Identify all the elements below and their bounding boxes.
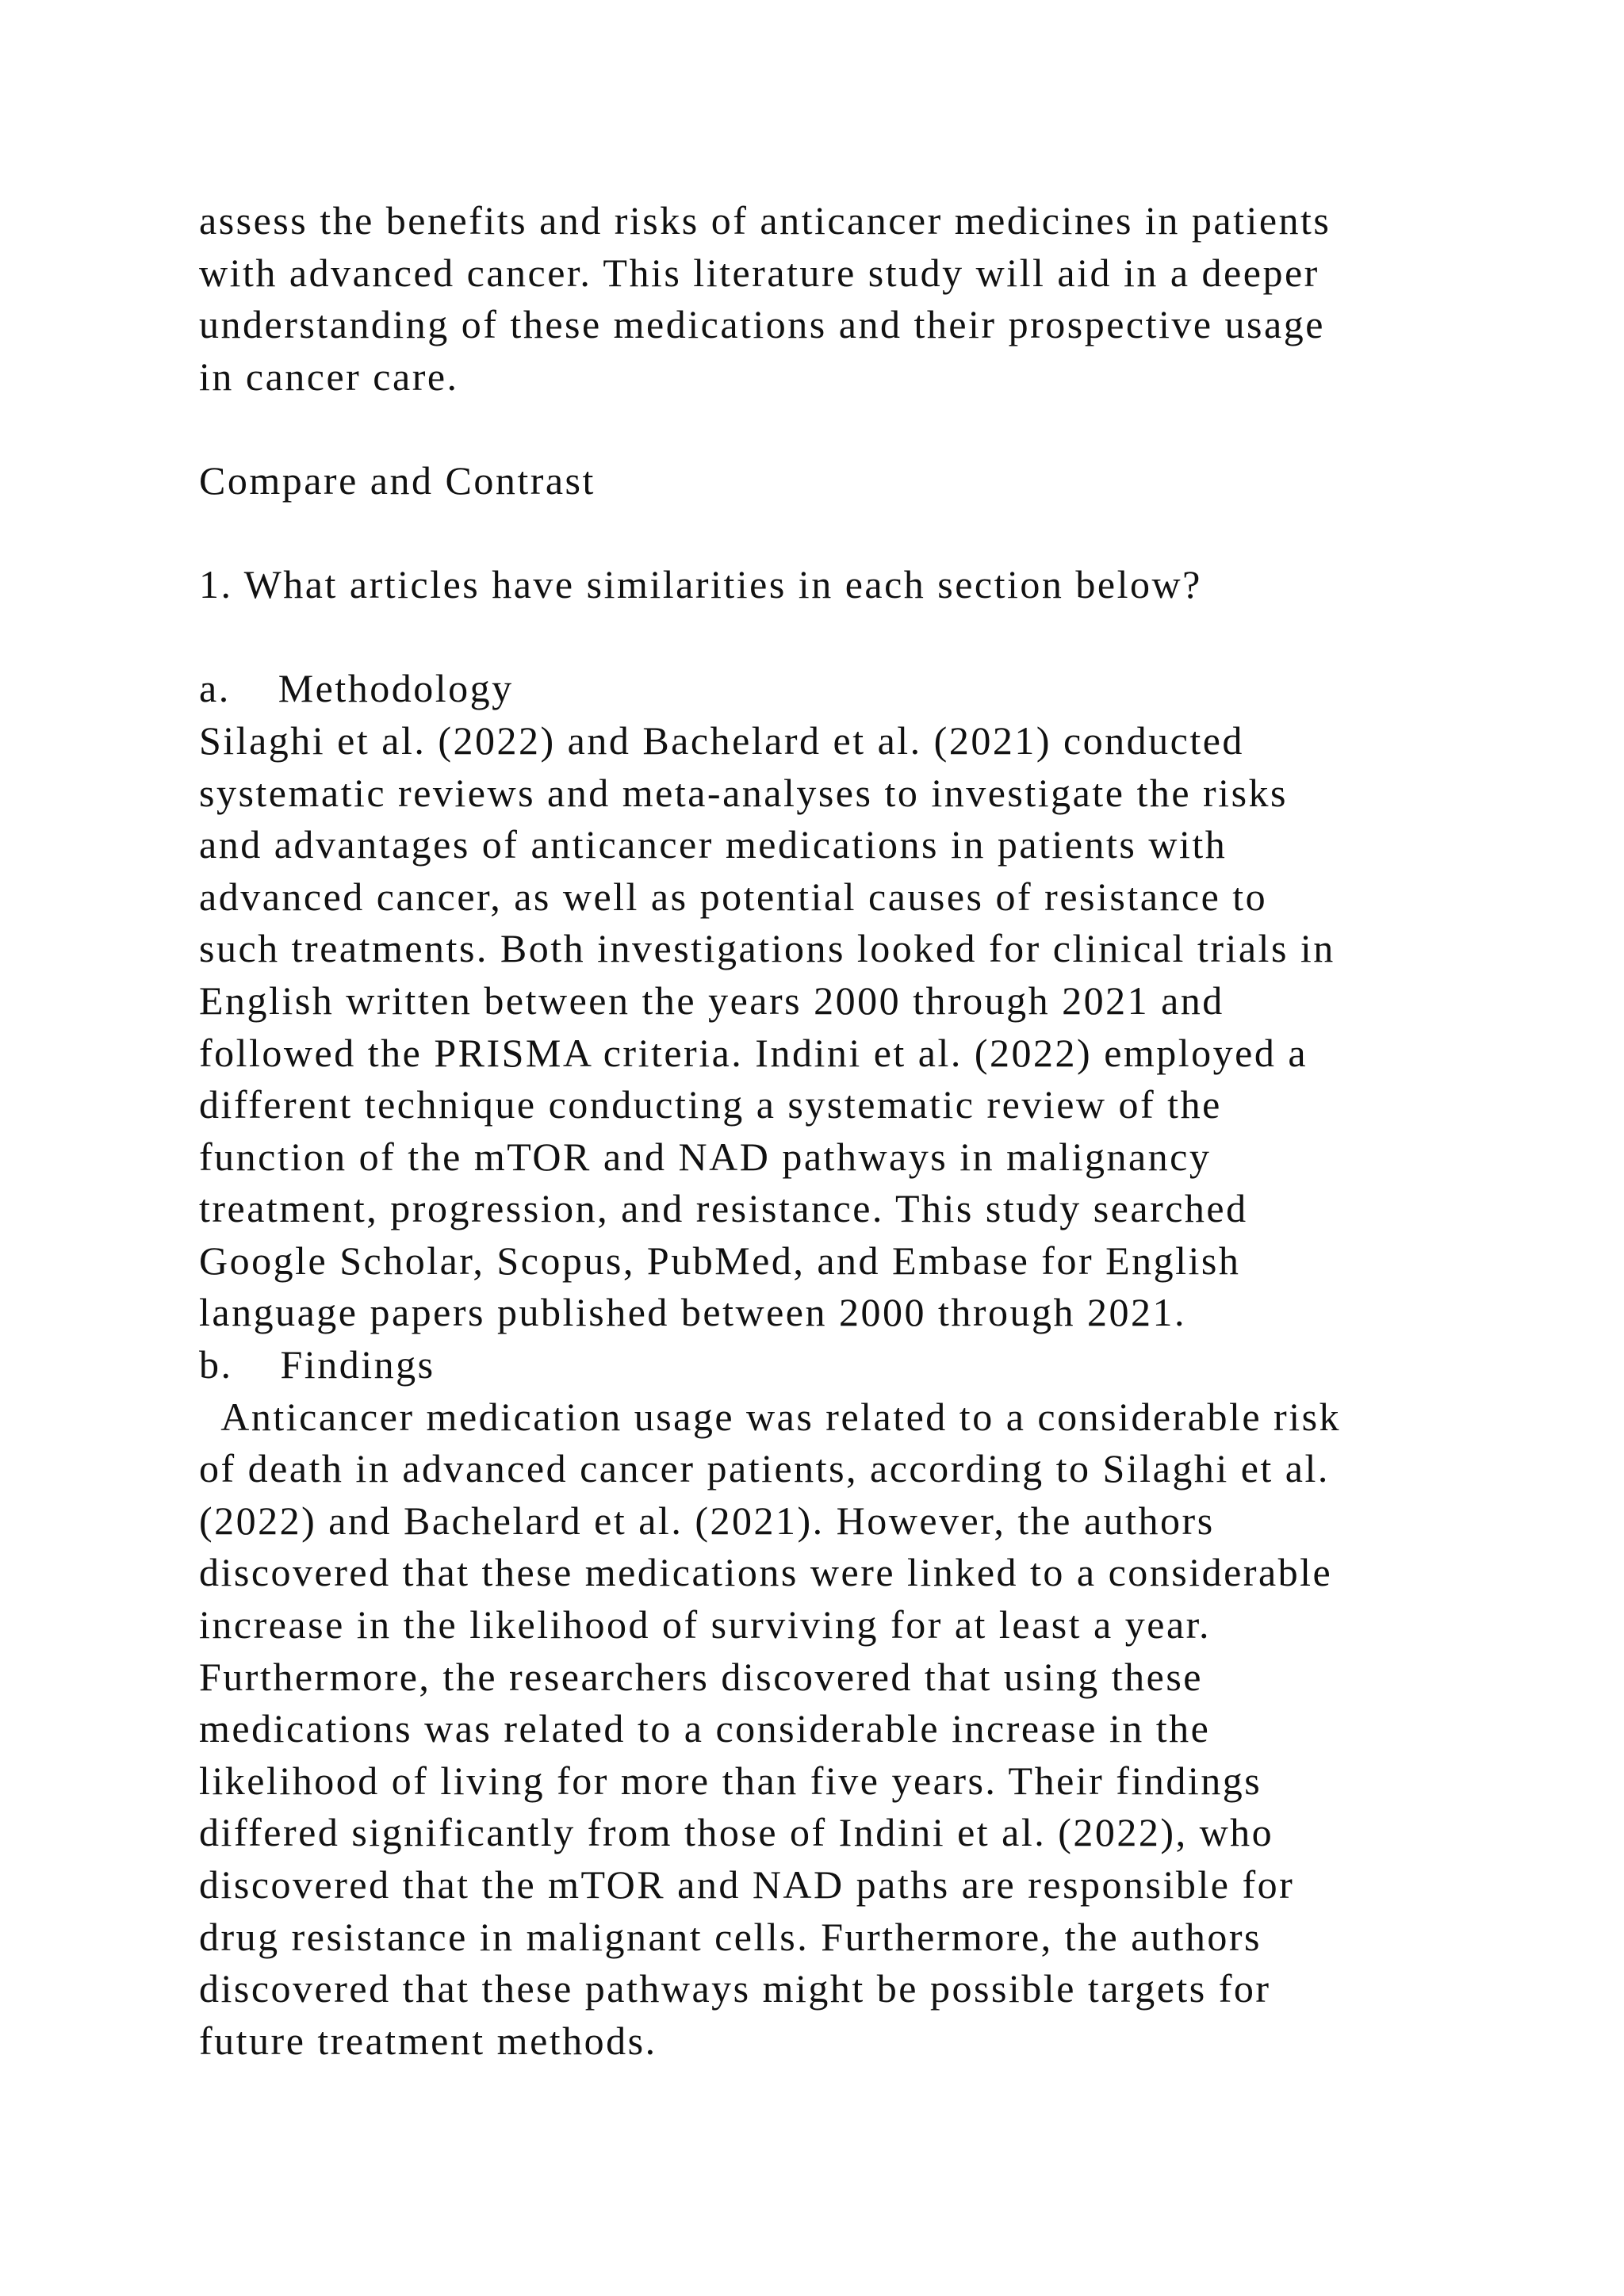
paragraph-line: Anticancer medication usage was related to a considerable risk [199,1394,1342,1439]
paragraph-line: in cancer care. [199,354,459,399]
paragraph-line: followed the PRISMA criteria. Indini et al. (2022) employed a [199,1030,1308,1075]
paragraph-line: drug resistance in malignant cells. Furthermore, the authors [199,1914,1262,1959]
paragraph-line: discovered that these pathways might be possible targets for [199,1966,1271,2011]
question-line: 1. What articles have similarities in each section below? [199,562,1202,607]
paragraph-line: Furthermore, the researchers discovered that using these [199,1654,1203,1699]
blank-line [199,403,1547,455]
paragraph-line: differed significantly from those of Indini et al. (2022), who [199,1810,1274,1855]
paragraph-line: advanced cancer, as well as potential causes of resistance to [199,874,1268,919]
blank-line [199,507,1547,560]
blank-line [199,611,1547,664]
paragraph-line: increase in the likelihood of surviving for at least a year. [199,1602,1212,1647]
paragraph-line: understanding of these medications and their prospective usage [199,302,1325,347]
paragraph-line: different technique conducting a systematic review of the [199,1082,1222,1127]
paragraph-line: medications was related to a considerable increase in the [199,1706,1211,1751]
paragraph-line: of death in advanced cancer patients, according to Silaghi et al. [199,1446,1330,1491]
document-body [199,195,1547,2067]
paragraph-line: assess the benefits and risks of anticancer medicines in patients [199,198,1331,243]
paragraph-line: language papers published between 2000 through 2021. [199,1290,1187,1335]
subheading-findings: b. Findings [199,1342,435,1387]
paragraph-line: Google Scholar, Scopus, PubMed, and Embase for English [199,1238,1241,1283]
section-heading: Compare and Contrast [199,457,596,503]
paragraph-line: future treatment methods. [199,2018,657,2063]
paragraph-line: function of the mTOR and NAD pathways in malignancy [199,1134,1212,1179]
paragraph-line: treatment, progression, and resistance. This study searched [199,1186,1248,1231]
paragraph-line: (2022) and Bachelard et al. (2021). However, the authors [199,1498,1215,1543]
paragraph-line: such treatments. Both investigations looked for clinical trials in [199,926,1335,971]
paragraph-line: discovered that these medications were linked to a considerable [199,1550,1333,1595]
paragraph-line: Silaghi et al. (2022) and Bachelard et al. (2021) conducted [199,718,1244,763]
paragraph-line: and advantages of anticancer medications in patients with [199,822,1228,867]
paragraph-line: likelihood of living for more than five years. Their findings [199,1758,1262,1803]
paragraph-line: discovered that the mTOR and NAD paths are responsible for [199,1862,1295,1907]
subheading-methodology: a. Methodology [199,666,514,711]
paragraph-line: systematic reviews and meta-analyses to investigate the risks [199,770,1288,815]
paragraph-line: English written between the years 2000 through 2021 and [199,978,1224,1023]
paragraph-line: with advanced cancer. This literature study will aid in a deeper [199,250,1320,295]
